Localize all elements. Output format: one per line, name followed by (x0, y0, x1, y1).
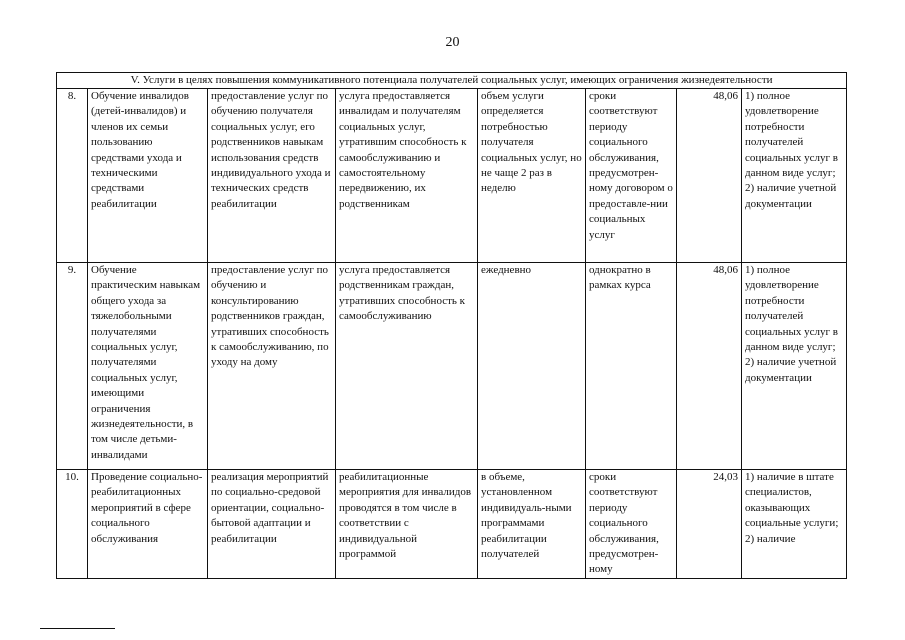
services-table (56, 72, 847, 579)
service-conditions: услуга предоставляется родственникам граждан, утративших способность к самообслуживанию (336, 263, 478, 470)
row-number: 9. (57, 263, 88, 470)
service-name: Обучение практическим навыкам общего ухода за тяжелобольными получателями социальных услуг, получателями социальных услуг, имеющими ограничения жизнедеятельности, в том числе детьми-инвалидами (88, 263, 208, 470)
service-terms: сроки соответствуют периоду социального обслуживания, предусмотрен-ному (586, 470, 677, 579)
service-name: Проведение социально-реабилитационных мероприятий в сфере социального обслуживания (88, 470, 208, 579)
service-name: Обучение инвалидов (детей-инвалидов) и членов их семьи пользованию средствами ухода и техническими средствами реабилитации (88, 89, 208, 263)
service-conditions: реабилитационные мероприятия для инвалидов проводятся в том числе в соответствии с индивидуальной программой (336, 470, 478, 579)
footnote-divider (40, 628, 115, 629)
quality-criteria: 1) полное удовлетворение потребности получателей социальных услуг в данном виде услуг; 2) наличие учетной документации (742, 263, 847, 470)
table-row (57, 89, 847, 263)
service-conditions: услуга предоставляется инвалидам и получателям социальных услуг, утратившим способность к самообслуживанию и самостоятельному передвижению, их родственникам (336, 89, 478, 263)
service-terms: однократно в рамках курса (586, 263, 677, 470)
service-rate: 48,06 (677, 263, 742, 470)
service-volume: объем услуги определяется потребностью получателя социальных услуг, но не чаще 2 раз в неделю (478, 89, 586, 263)
row-number: 10. (57, 470, 88, 579)
section-title: V. Услуги в целях повышения коммуникативного потенциала получателей социальных услуг, имеющих ограничения жизнедеятельности (57, 73, 847, 89)
service-description: предоставление услуг по обучению и консультированию родственников граждан, утративших способность к самообслуживанию, по уходу на дому (208, 263, 336, 470)
service-rate: 24,03 (677, 470, 742, 579)
row-number: 8. (57, 89, 88, 263)
page-number: 20 (445, 35, 460, 50)
service-volume: в объеме, установленном индивидуаль-ными программами реабилитации получателей (478, 470, 586, 579)
service-description: предоставление услуг по обучению получателя социальных услуг, его родственников навыкам использования средств индивидуального ухода и технических средств реабилитации (208, 89, 336, 263)
service-volume: ежедневно (478, 263, 586, 470)
section-header-row (57, 73, 847, 89)
service-terms: сроки соответствуют периоду социального обслуживания, предусмотрен-ному договором о предоставле-нии социальных услуг (586, 89, 677, 263)
service-description: реализация мероприятий по социально-средовой ориентации, социально-бытовой адаптации и реабилитации (208, 470, 336, 579)
quality-criteria: 1) полное удовлетворение потребности получателей социальных услуг в данном виде услуг; 2) наличие учетной документации (742, 89, 847, 263)
table-row (57, 470, 847, 579)
service-rate: 48,06 (677, 89, 742, 263)
quality-criteria: 1) наличие в штате специалистов, оказывающих социальные услуги; 2) наличие (742, 470, 847, 579)
table-row (57, 263, 847, 470)
